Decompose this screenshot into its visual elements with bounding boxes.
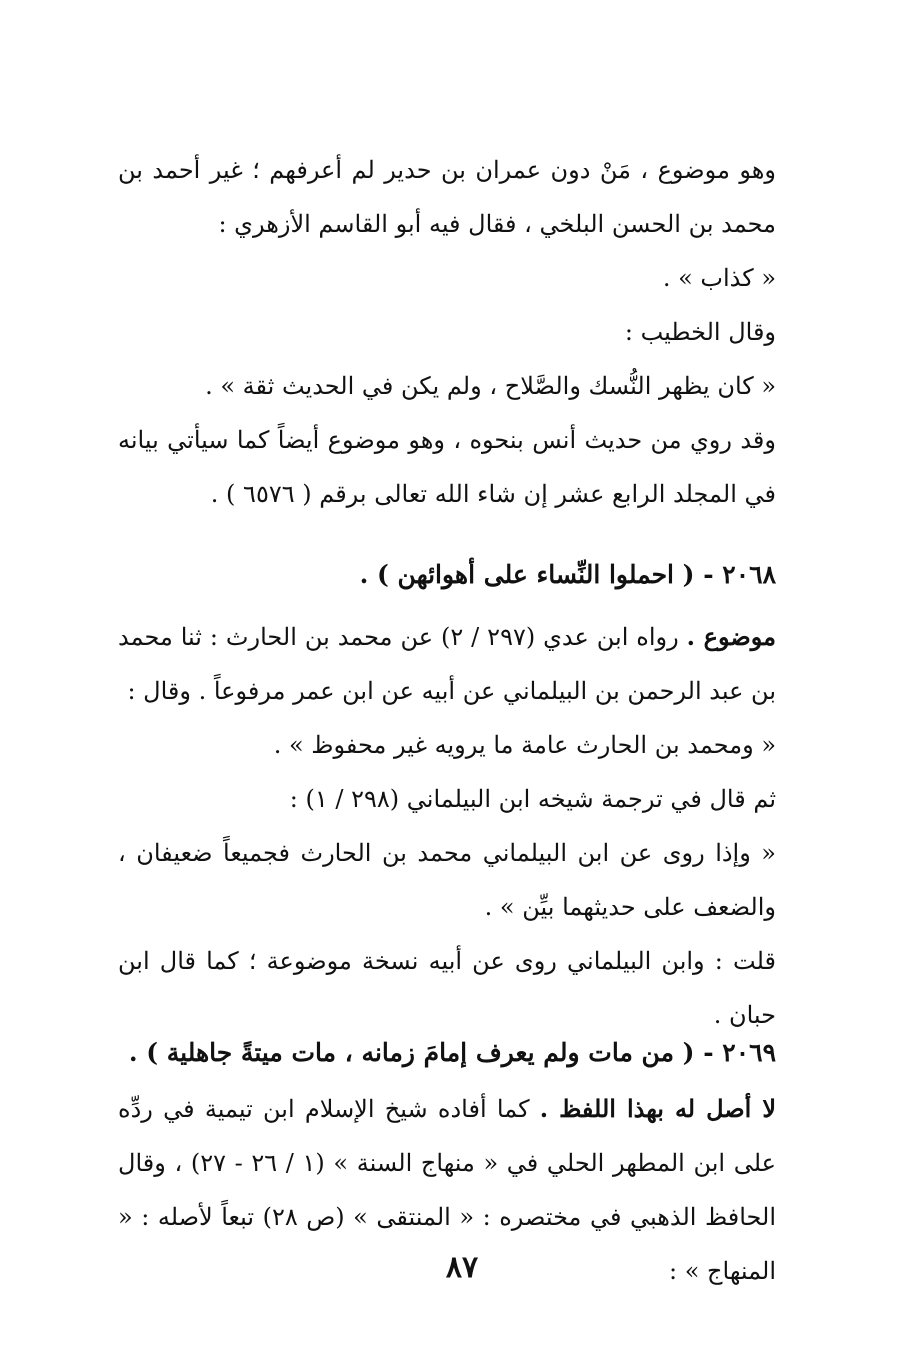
ruling-label: موضوع . [686, 622, 777, 651]
ruling-label-2069: لا أصل له بهذا اللفظ . [539, 1094, 777, 1123]
paragraph-1: وهو موضوع ، مَنْ دون عمران بن حدير لم أعرفهم ؛ غير أحمد بن محمد بن الحسن البلخي ، فقال فيه أبو القاسم الأزهري : [118, 156, 776, 238]
ruling-text-2069: كما أفاده شيخ الإسلام ابن تيمية في ردِّه على ابن المطهر الحلي في « منهاج السنة » (١ / ٢٦ - ٢٧) ، وقال الحافظ الذهبي في مختصره : « المنتقى » (ص ٢٨) تبعاً لأصله : « المنهاج » : [118, 1095, 776, 1285]
paragraph-qultu: قلت : وابن البيلماني روى عن أبيه نسخة موضوعة ؛ كما قال ابن حبان . [118, 947, 776, 1029]
page-number: ٨٧ [445, 1250, 479, 1285]
main-text [118, 143, 810, 521]
quote-ibn-adi: « ومحمد بن الحارث عامة ما يرويه غير محفوظ » . [273, 731, 776, 759]
quote-khatib: « كان يظهر النُّسك والصَّلاح ، ولم يكن في الحديث ثقة » . [205, 372, 776, 400]
section-2068 [118, 548, 810, 1042]
quote-kadhab: « كذاب » . [662, 264, 776, 292]
hadith-heading-2069: ٢٠٦٩ - ( من مات ولم يعرف إمامَ زمانه ، مات ميتةً جاهلية ) . [128, 1038, 776, 1067]
paragraph-anas: وقد روي من حديث أنس بنحوه ، وهو موضوع أيضاً كما سيأتي بيانه في المجلد الرابع عشر إن شاء الله تعالى برقم ( ٦٥٧٦ ) . [118, 426, 776, 508]
paragraph-tarjama: ثم قال في ترجمة شيخه ابن البيلماني (٢٩٨ / ١) : [289, 785, 776, 813]
ruling-text: رواه ابن عدي (٢٩٧ / ٢) عن محمد بن الحارث : ثنا محمد بن عبد الرحمن بن البيلماني عن أبيه عن ابن عمر مرفوعاً . وقال : [118, 623, 776, 705]
quote-baylamani: « وإذا روى عن ابن البيلماني محمد بن الحارث فجميعاً ضعيفان ، والضعف على حديثهما بيِّن » . [118, 839, 776, 921]
paragraph-khatib: وقال الخطيب : [624, 318, 776, 346]
paragraph-2068-ruling [118, 610, 810, 718]
hadith-heading-2068: ٢٠٦٨ - ( احملوا النِّساء على أهوائهن ) . [359, 560, 776, 589]
